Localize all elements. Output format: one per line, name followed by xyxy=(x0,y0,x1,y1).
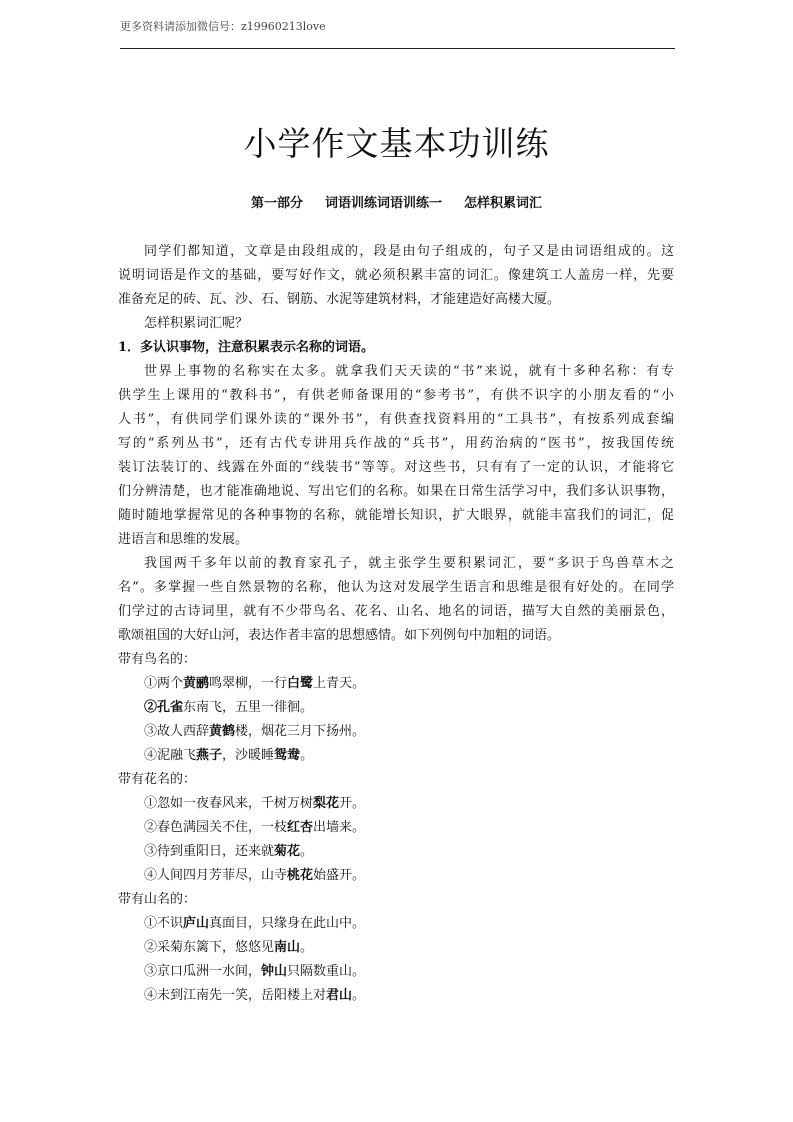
example-text: 。 xyxy=(300,748,314,763)
example-text: ④泥融飞 xyxy=(144,748,197,763)
example-text: ，沙暖睡 xyxy=(222,748,275,763)
text-line: 进语言和思维的发展。 xyxy=(118,532,249,547)
text-line: 歌颂祖国的大好山河，表达作者丰富的思想感情。如下列例句中加粗的词语。 xyxy=(118,628,561,643)
example-text: ②春色满园关不住，一枝 xyxy=(144,820,288,835)
text-line: 准备充足的砖、瓦、沙、石、钢筋、水泥等建筑材料，才能建造好高楼大厦。 xyxy=(118,292,561,307)
flower-example-3 xyxy=(118,840,674,864)
bold-term: 燕子 xyxy=(196,748,223,763)
example-text: 始盛开。 xyxy=(313,868,366,883)
header-divider xyxy=(120,48,675,49)
example-text: ③京口瓜洲一水间， xyxy=(144,964,262,979)
example-text: ②采菊东篱下，悠悠见 xyxy=(144,940,275,955)
example-text: 真面目，只缘身在此山中。 xyxy=(209,916,366,931)
bold-term: 梨花 xyxy=(313,796,340,811)
example-text: 开。 xyxy=(339,796,366,811)
bird-example-2 xyxy=(118,696,674,720)
point-1-heading: 1．多认识事物，注意积累表示名称的词语。 xyxy=(118,340,375,355)
text-line: 说明词语是作文的基础，要写好作文，就必须积累丰富的词汇。像建筑工人盖房一样，先要 xyxy=(118,268,674,283)
mountain-names-label: 带有山名的： xyxy=(118,892,197,907)
bold-term: 庐山 xyxy=(183,916,210,931)
text-line: 同学们都知道，文章是由段组成的，段是由句子组成的，句子又是由词语组成的。这 xyxy=(144,244,674,259)
point-1-paragraph-1 xyxy=(118,360,674,552)
example-text: 楼，烟花三月下扬州。 xyxy=(235,724,366,739)
mountain-example-4 xyxy=(118,984,674,1008)
text-line: 们学过的古诗词里，就有不少带鸟名、花名、山名、地名的词语，描写大自然的美丽景色， xyxy=(118,604,674,619)
example-text: 只隔数重山。 xyxy=(287,964,366,979)
point-1-paragraph-2 xyxy=(118,552,674,648)
example-text: ①不识 xyxy=(144,916,184,931)
example-text: ③待到重阳日，还来就 xyxy=(144,844,275,859)
bold-term: 黄鹤 xyxy=(209,724,236,739)
example-text: ①两个 xyxy=(144,676,184,691)
example-text: 。 xyxy=(300,940,314,955)
bold-term: 桃花 xyxy=(287,868,314,883)
bold-term: 红杏 xyxy=(287,820,314,835)
mountain-example-2 xyxy=(118,936,674,960)
intro-question: 怎样积累词汇呢？ xyxy=(144,316,249,331)
section-subtopic: 怎样积累词汇 xyxy=(464,196,543,211)
text-line: 装订法装订的、线露在外面的“线装书”等等。对这些书，只有有了一定的认识，才能将它 xyxy=(118,460,674,475)
mountain-example-1 xyxy=(118,912,674,936)
bold-term: ②孔雀 xyxy=(144,700,184,715)
bird-example-4 xyxy=(118,744,674,768)
flower-example-2 xyxy=(118,816,674,840)
flower-names-label: 带有花名的： xyxy=(118,772,197,787)
section-part: 第一部分 xyxy=(250,196,303,211)
bold-term: 黄鹂 xyxy=(183,676,210,691)
example-text: 鸣翠柳，一行 xyxy=(209,676,288,691)
text-line: 名”。多掌握一些自然景物的名称，他认为这对发展学生语言和思维是很有好处的。在同学 xyxy=(118,580,674,595)
bold-term: 君山 xyxy=(326,988,353,1003)
bold-term: 鸳鸯 xyxy=(274,748,301,763)
text-line: 随时随地掌握常见的各种事物的名称，就能增长知识，扩大眼界，就能丰富我们的词汇，促 xyxy=(118,508,674,523)
intro-paragraph xyxy=(118,240,674,312)
bold-term: 钟山 xyxy=(261,964,288,979)
bird-names-label: 带有鸟名的： xyxy=(118,652,197,667)
example-text: 出墙来。 xyxy=(313,820,366,835)
mountain-example-3 xyxy=(118,960,674,984)
example-text: ①忽如一夜春风来，千树万树 xyxy=(144,796,314,811)
example-text: ④人间四月芳菲尽，山寺 xyxy=(144,868,288,883)
page-title: 小学作文基本功训练 xyxy=(243,124,550,164)
flower-example-1 xyxy=(118,792,674,816)
bold-term: 白鹭 xyxy=(287,676,314,691)
bold-term: 南山 xyxy=(274,940,301,955)
text-line: 供学生上课用的“教科书”，有供老师备课用的“参考书”，有供不识字的小朋友看的“小 xyxy=(118,388,674,403)
example-text: 上青天。 xyxy=(313,676,366,691)
bold-term: 菊花 xyxy=(274,844,301,859)
text-line: 我国两千多年以前的教育家孔子，就主张学生要积累词汇，要“多识于鸟兽草木之 xyxy=(144,556,674,571)
text-line: 们分辨清楚，也才能准确地说、写出它们的名称。如果在日常生活学习中，我们多认识事物， xyxy=(118,484,674,499)
section-heading xyxy=(0,193,793,215)
header-note: 更多资料请添加微信号：z19960213love xyxy=(120,20,326,33)
flower-example-4 xyxy=(118,864,674,888)
bird-example-3 xyxy=(118,720,674,744)
section-topic: 词语训练词语训练一 xyxy=(324,196,442,211)
bird-example-1 xyxy=(118,672,674,696)
example-text: ④未到江南先一笑，岳阳楼上对 xyxy=(144,988,327,1003)
example-text: 。 xyxy=(300,844,314,859)
text-line: 人书”，有供同学们课外读的“课外书”，有供查找资料用的“工具书”，有按系列成套编 xyxy=(118,412,674,427)
example-text: ③故人西辞 xyxy=(144,724,210,739)
example-text: 东南飞，五里一徘徊。 xyxy=(183,700,314,715)
text-line: 写的“系列丛书”，还有古代专讲用兵作战的“兵书”，用药治病的“医书”，按我国传统 xyxy=(118,436,674,451)
example-text: 。 xyxy=(352,988,366,1003)
text-line: 世界上事物的名称实在太多。就拿我们天天读的“书”来说，就有十多种名称：有专 xyxy=(144,364,674,379)
document-body xyxy=(118,240,674,1008)
